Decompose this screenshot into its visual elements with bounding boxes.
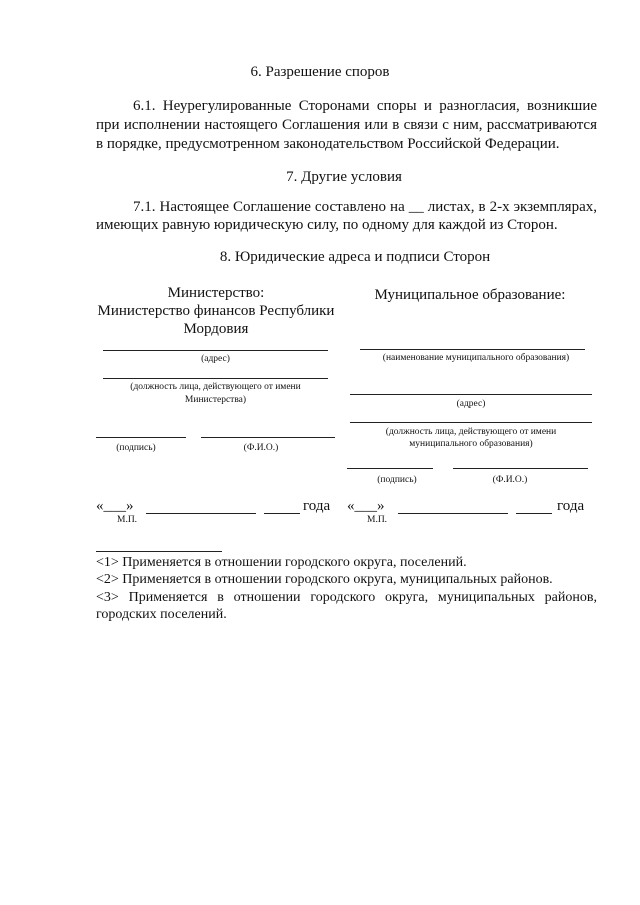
municipality-name-line [360,349,585,350]
section-6-line-1: 6.1. Неурегулированные Сторонами споры и разногласия, возникшие [133,98,597,114]
ministry-address-caption: (адрес) [201,354,230,364]
municipality-signature-line [347,468,433,469]
section-6-line-2: при исполнении настоящего Соглашения или в связи с ним, рассматриваются [96,117,597,133]
section-7-heading: 7. Другие условия [286,169,402,185]
section-8-heading: 8. Юридические адреса и подписи Сторон [219,249,491,265]
ministry-date-day: «___» [96,498,134,514]
municipality-date-year-word: года [557,498,585,514]
municipality-address-line [350,394,592,395]
section-7-line-1: 7.1. Настоящее Соглашение составлено на __ листах, в 2-х экземплярах, [133,199,597,215]
municipality-date-day: «___» [347,498,385,514]
municipality-fio-caption: (Ф.И.О.) [492,475,528,485]
footnote-2: <2> Применяется в отношении городского округа, муниципальных районов. [96,572,553,587]
ministry-title-line-1: Министерство: [167,285,265,301]
municipality-signature-caption: (подпись) [377,475,417,485]
municipality-title: Муниципальное образование: [374,287,566,303]
ministry-fio-caption: (Ф.И.О.) [243,443,279,453]
footnote-1: <1> Применяется в отношении городского округа, поселений. [96,555,467,570]
municipality-address-caption: (адрес) [456,399,486,409]
ministry-address-line [103,350,328,351]
municipality-position-caption-1: (должность лица, действующего от имени [385,427,557,437]
municipality-date-year-line [516,513,552,514]
municipality-position-line [350,422,592,423]
section-6-heading: 6. Разрешение споров [250,64,390,80]
municipality-position-caption-2: муниципального образования) [409,439,533,449]
footnote-3-continued: городских поселений. [96,607,227,622]
ministry-fio-line [201,437,335,438]
municipality-name-caption: (наименование муниципального образования) [382,353,570,363]
section-7-line-2: имеющих равную юридическую силу, по одному для каждой из Сторон. [96,217,558,233]
ministry-signature-caption: (подпись) [116,443,156,453]
ministry-title-line-3: Мордовия [183,321,249,337]
footnote-3: <3> Применяется в отношении городского округа, муниципальных районов, [96,590,597,605]
municipality-date-month-line [398,513,508,514]
section-6-line-3: в порядке, предусмотренном законодательством Российской Федерации. [96,136,560,152]
ministry-position-caption-2: Министерства) [184,395,247,405]
ministry-position-caption-1: (должность лица, действующего от имени [130,382,301,392]
ministry-title-line-2: Министерство финансов Республики [97,303,335,319]
municipality-fio-line [453,468,588,469]
ministry-stamp-label: М.П. [117,515,138,525]
ministry-date-year-word: года [303,498,331,514]
ministry-position-line [103,378,328,379]
ministry-date-month-line [146,513,256,514]
ministry-signature-line [96,437,186,438]
municipality-stamp-label: М.П. [367,515,388,525]
footnote-separator [96,551,222,552]
ministry-date-year-line [264,513,300,514]
